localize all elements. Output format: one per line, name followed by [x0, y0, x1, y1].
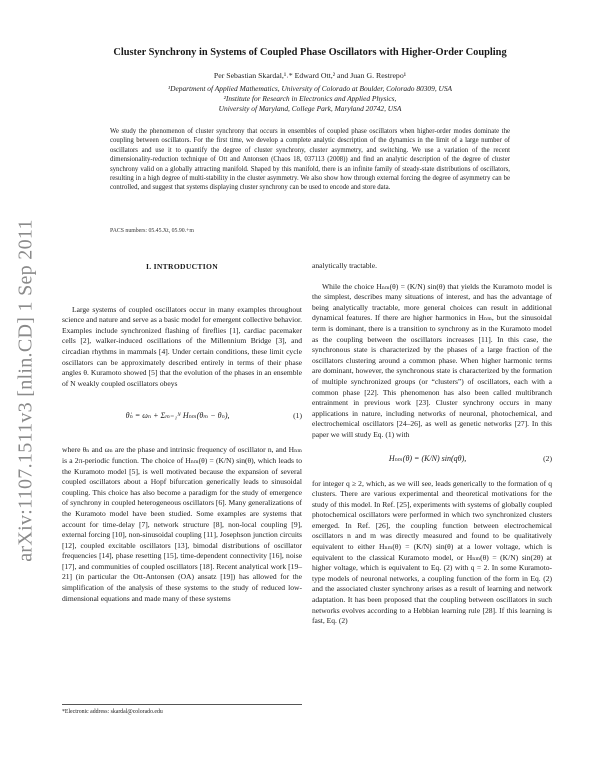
right-paragraph-2: for integer q ≥ 2, which, as we will see, leads generically to the formation of q clusters. There are various experimental and theoretical motivations for the study of this model. In Ref. [25], experiments with systems of globally coupled photochemical oscillators were performed in which two synchronized clusters emerged. In Ref. [26], the coupling function between electrochemical oscillators n and m was directly measured and found to be qualitatively equivalent to either Hₙₘ(θ) = (K/N) sin(θ) at a lower voltage, which is equivalent to the classical Kuramoto model, or Hₙₘ(θ) = (K/N) sin(2θ) at higher voltage, which is equivalent to Eq. (2) with q = 2. In some Kuramoto-type models of neuronal networks, a coupling function of the form in Eq. (2) and the associated cluster synchrony arises as a result of learning and network adaptation. It has been proposed that the coupling between oscillators in such networks evolves according to a Hebbian learning rule [28]. If this learning is fast, Eq. (2) — [312, 478, 552, 626]
equation-1 — [62, 399, 302, 433]
right-paragraph-1: While the choice Hₙₘ(θ) = (K/N) sin(θ) that yields the Kuramoto model is the simplest, describes many situations of interest, and has the advantage of being analytically tractable, more general choices can result in additional dynamical features. If there are higher harmonics in Hₙₘ, but the sinusoidal term is dominant, there is a transition to synchrony as in the Kuramoto model as the coupling between the oscillators increases [11]. In this case, the synchronous state is characterized by the phases of a large fraction of the oscillators clustering around a common phase. When higher harmonic terms are dominant, however, the synchronous state is characterized by the formation of multiple synchronized groups (or “clusters”) of oscillators, each with a common phase [22]. This phenomenon has also been called multibranch entrainment in previous work [23]. Cluster synchrony occurs in many applications in nature, including networks of neuronal, photochemical, and electrochemical oscillators [24–26], as well as genetic networks [27]. In this paper we will study Eq. (1) with — [312, 281, 552, 439]
affiliation-3: University of Maryland, College Park, Maryland 20742, USA — [218, 104, 402, 113]
affiliations — [60, 84, 560, 114]
paper-title: Cluster Synchrony in Systems of Coupled Phase Oscillators with Higher-Order Coupling — [113, 47, 507, 58]
abstract: We study the phenomenon of cluster synchrony that occurs in ensembles of coupled phase oscillators when higher-order modes dominate the coupling between oscillators. For the first time, we develop a complete analytic description of the dynamics in the limit of a large number of oscillators and use it to quantify the degree of cluster synchrony, cluster asymmetry, and switching. We use a variation of the recent dimensionality-reduction technique of Ott and Antonsen (Chaos 18, 037113 (2008)) and find an analytic description of the degree of cluster synchrony valid on a globally attracting manifold. Shaped by this manifold, there is an infinite family of steady-state distributions of oscillators, resulting in a high degree of multi-stability in the cluster asymmetry. We also show how through external forcing the degree of asymmetry can be controlled, and suggest that systems displaying cluster synchrony can be used to encode and store data. — [110, 128, 510, 192]
section-heading: I. INTRODUCTION — [145, 262, 218, 271]
affiliation-1: ¹Department of Applied Mathematics, University of Colorado at Boulder, Colorado 80309, USA — [167, 84, 453, 93]
left-column — [62, 262, 302, 604]
affiliation-2: ²Institute for Research in Electronics and Applied Physics, — [223, 94, 397, 103]
arxiv-identifier-text: arXiv:1107.1511v3 [nlin.CD] 1 Sep 2011 — [14, 218, 37, 562]
pacs-numbers: PACS numbers: 05.45.Xt, 05.90.+m — [110, 228, 194, 234]
intro-paragraph-1: Large systems of coupled oscillators occur in many examples throughout science and nature and serve as a basic model for emergent collective behavior. Examples include synchronized flashing of fireflies [1], cardiac pacemaker cells [2], walker-induced oscillations of the Millennium Bridge [3], and circadian rhythms in mammals [4]. Under certain conditions, these limit cycle oscillators can be approximately described entirely in terms of their phase angles θ. Kuramoto showed [5] that the evolution of the phases in an ensemble of N weakly coupled oscillators obeys — [62, 304, 302, 388]
right-paragraph-0: analytically tractable. — [312, 261, 377, 270]
footnote — [62, 704, 302, 715]
equation-2-number: (2) — [543, 454, 552, 464]
intro-paragraph-2: where θₙ and ωₙ are the phase and intrinsic frequency of oscillator n, and Hₙₘ is a 2π-periodic function. The choice of Hₙₘ(θ) = (K/N) sin(θ), which leads to the Kuramoto model [5], is well motivated because the expansion of several coupled oscillators about a Hopf bifurcation generically leads to sinusoidal coupling. This choice has also become a paradigm for the study of emergence of synchrony in coupled heterogeneous oscillators [6]. Many generalizations of the Kuramoto model have been studied. Some examples are systems that account for time-delay [7], network structure [8], non-local coupling [9], external forcing [10], non-sinusoidal coupling [11], Josephson junction circuits [12], coupled excitable oscillators [13], bimodal distributions of oscillator frequencies [14], phase resetting [15], time-dependent connectivity [16], noise [17], and communities of coupled oscillators [18]. Recent analytical work [19–21] (in particular the Ott-Antonsen (OA) ansatz [19]) has allowed for the simplification of the analysis of these systems to the study of reduced low-dimensional equations and made many of these systems — [62, 445, 302, 603]
arxiv-identifier — [4, 170, 48, 610]
equation-1-number: (1) — [293, 411, 302, 421]
footnote-text: *Electronic address: skardal@colorado.edu — [62, 709, 163, 715]
right-column — [312, 261, 552, 627]
equation-1-expression: θ̇ₙ = ωₙ + Σₘ₌₁ᴺ Hₙₘ(θₘ − θₙ), — [125, 411, 230, 421]
author-list: Per Sebastian Skardal,¹˒* Edward Ott,² and Juan G. Restrepo¹ — [213, 71, 407, 80]
equation-2 — [312, 449, 552, 471]
equation-2-expression: Hₙₘ(θ) = (K/N) sin(qθ), — [388, 454, 467, 464]
